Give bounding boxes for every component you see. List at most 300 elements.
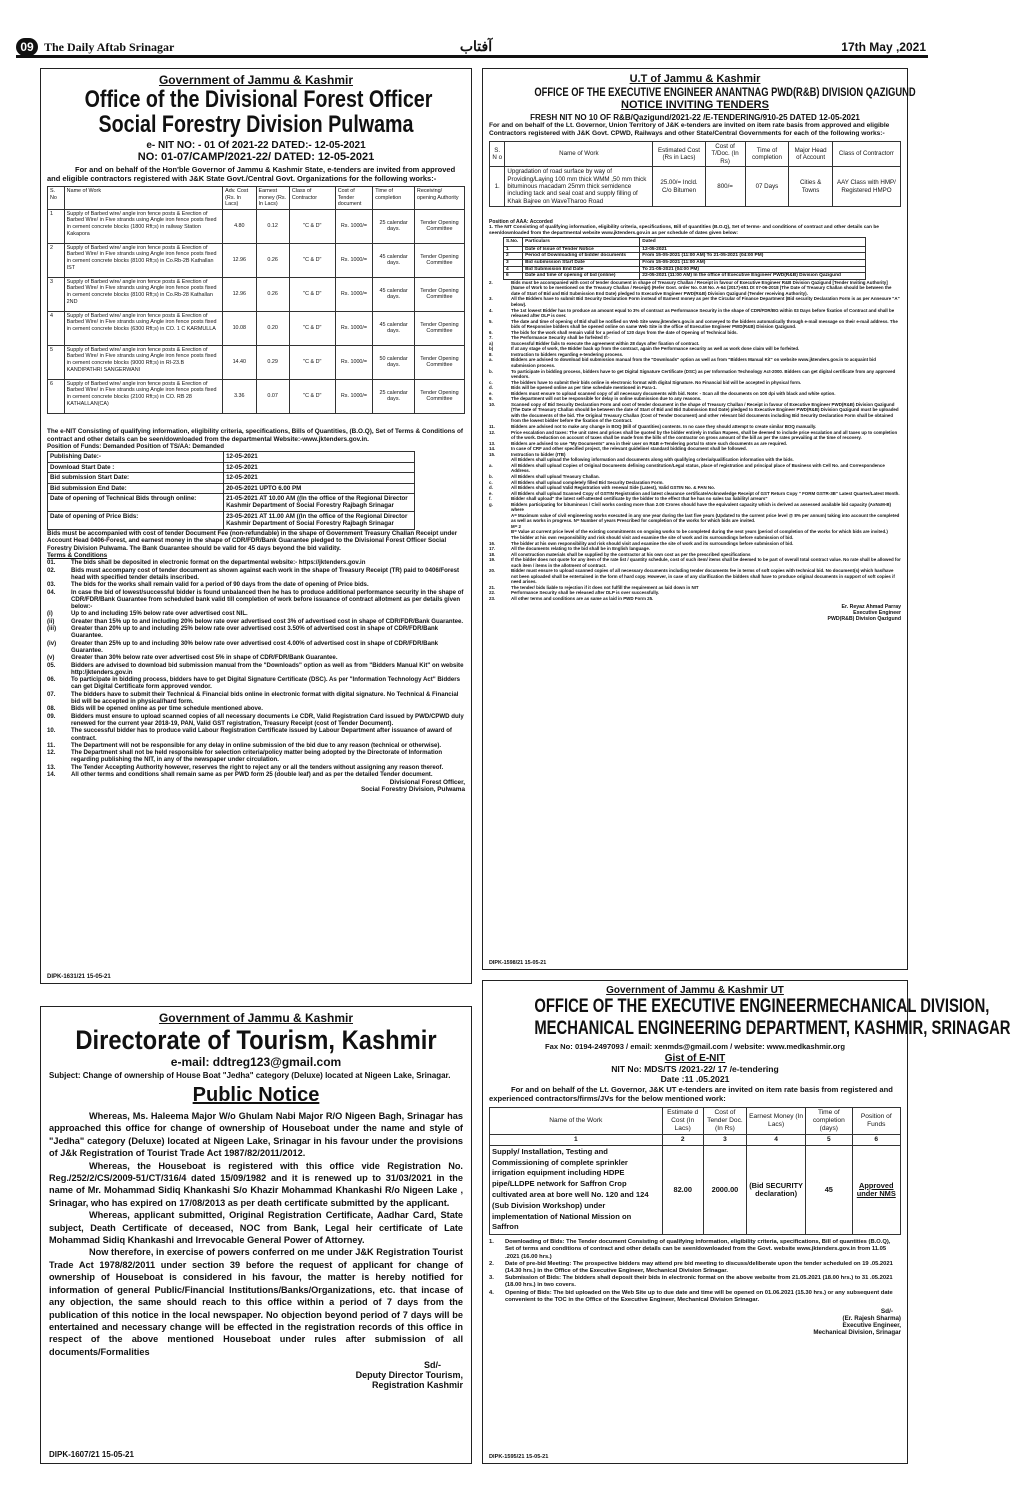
term-text: Bids must be accompanied with cost of tender document in shape of Treasury Challan / Receipt in favour of Executive Engineer R&B Division Qazigund [Tender Inviting Authority] (Name of Work to be mentioned on the Treasury Challan / Receipt) (Refer Govt. order No. 0.M No. A-64 (2017)-651 Dt 07-06-2018 (The Date of Treasury Challan should be between the date of Start of Bid and Bid Submission End Date) pledged to Executive Engineer PWD(R&B) Division Qazigund (Tender receiving Authority). [511,279,892,296]
newspaper-name: The Daily Aftab Srinagar [44,40,175,54]
term-item [47,654,465,661]
funds-position: Position of Funds: Demanded Position of TS/AA: Demanded [47,443,225,451]
term-text: The department will not be responsible for delay in online submission due to any reasons. [511,396,702,402]
enit-details: The e-NIT Consisting of qualifying information, eligibility criteria, specifications, Bills of Quantities, (B.O.Q), Set of Terms & Conditions of contract and other details can be seen/downloaded from the departmental Website:-www.jktenders.gov.in. [47,427,464,443]
table-cell: Rs. 1000/= [335,209,373,243]
schedule-cell: 2 [504,253,523,260]
table-cell: Supply of Barbed wire/ angle iron fence posts & Erection of Barbed Wire/ in Five strands using Angle iron fence posts fixed in cement concrete blocks (1800 Rft;s) in railway Station Kakapora [64,209,222,243]
table-cell: 0.29 [256,345,289,379]
table-header: Estimate d Cost (In Lacs) [662,1107,703,1134]
term-number: (i) [47,610,53,618]
schedule-cell: 3 [504,260,523,267]
table-cell: "C & D" [289,345,335,379]
bid-document-fee: Bids must be accompanied with cost of tender Document Fee (non-refundable) in the shape of Government Treasury Challan Receipt under Account Head 0406-Forest, and earnest money in the shape of CDR/FDR/Bank Guarantee pledged to the Divisional Forest Officer Social Forestry Division Pulwama. The Bank Guarantee should be valid for 45 days beyond the bid validity. [47,529,458,552]
term-number: a. [489,462,493,468]
schedule-cell: Date of Issue of Tender Notice [523,246,640,253]
term-number: 21. [489,584,496,590]
schedule-row [48,494,415,512]
table-cell: Rs. 1000/= [335,345,373,379]
term-text: Up to and including 15% below rate over advertised cost NIL. [71,610,248,618]
term-number: b. [489,368,493,374]
term-text: Instruction to bidders regarding e-tendering process. [511,351,624,357]
term-item [47,713,465,728]
table-header: Cost of T/Doc. (In Rs) [705,142,745,167]
schedule-cell: Bid Submission End Date [523,266,640,273]
term-number: e. [489,490,493,496]
table-cell: 25 calendar days. [373,379,415,413]
term-number: 11. [489,424,495,430]
sd: Sd/- [880,1308,893,1316]
intro-text: For and on behalf of the Lt. Governor, J&K UT e-tenders are invited on item rate basis from registered and experienced contractors/firms/JVs for the below mentioned work: [489,1085,893,1104]
term-item [489,280,901,297]
schedule-row [504,260,866,267]
table-header: Position of Funds [852,1107,900,1134]
term-number: 9. [489,396,493,402]
schedule-cell: 6 [504,273,523,280]
public-notice-heading: Public Notice [192,1084,320,1106]
term-item [47,618,465,625]
column-number: 6 [852,1134,900,1145]
table-header: Name of the Work [490,1107,663,1134]
term-item [489,357,901,368]
signatory-title: Executive Engineer, [842,1322,901,1330]
schedule-header: Dated [640,238,865,247]
masthead [16,38,928,58]
paragraph-3: Whereas, applicant submitted, Original Registration Certificate, Aadhar Card, State subject, Death Certificate of deceased, NOC from Bank, Legal heir certificate of Late Mohammad Sidiq Khankashi and Irrevocable General Power of Attorney. [49,1210,463,1246]
table-header: Earnest Money (In Lacs) [747,1107,806,1134]
term-item [47,727,465,742]
table-row [48,209,465,243]
term-text: M= 2 [511,523,521,529]
schedule-cell: Date of opening of Technical Bids through online: [48,494,224,512]
table-cell: Supply of Barbed wire/ angle iron fence posts & Erection of Barbed Wire/ in Five strands using Angle iron fence posts fixed in cement concrete blocks (8100 Rft;s) in Co.Rb-28 Kathallan 2ND [64,277,222,311]
term-text: Successful Bidder fails to execute the agreement within 28 days after fixation of contract. [511,340,700,346]
table-cell: 1. [490,167,505,207]
term-number: 04. [47,588,56,596]
term-number: g. [489,501,493,507]
table-cell: 14.40 [223,345,256,379]
signatory-office: PWD(R&B) Division Qazigund [827,615,901,622]
schedule-cell: Download Start Date : [48,462,224,472]
signatory-title: Divisional Forest Officer, [389,779,465,787]
dipk-code: DIPK-1631/21 15-05-21 [47,974,111,980]
term-number: 12. [47,749,56,757]
schedule-row [504,246,866,253]
table-header: Time of completion [745,142,789,167]
paragraph-1: Whereas, Ms. Haleema Major W/o Ghulam Nabi Major R/O Nigeen Bagh, Srinagar has approached this office for change of ownership of Houseboat under the name and style of "Jedha" category (Deluxe) located at Nigeen Lake, Srinagar in his favour under the provisions of J&k Registration of Tourist Trade Act 1987/82/2011/2012. [49,1111,463,1159]
table-row [48,277,465,311]
schedule-row [48,483,415,493]
table-header: Cost of Tender Doc. (In Rs) [703,1107,746,1134]
schedule-cell: 20-05-2021 UPTO 6.00 PM [224,483,415,493]
intro-text: For and on behalf of the Lt. Governor, Union Territory of J&K e-tenders are invited on item rate basis from approved and eligible Contractors registered with J&K Govt. CPWD, Railways and other State/Central Governments for each of the following works:- [489,122,890,137]
term-item [47,610,465,617]
note-item [489,1261,901,1275]
table-cell: Rs. 1000/= [335,277,373,311]
column-number: 1 [490,1134,663,1145]
table-cell: 0.26 [256,277,289,311]
term-item [489,296,901,307]
term-text: Bidders are advised to download bid submission manual from the "Downloads" option as well as from "Bidders Manual Kit" on website http:/jktenders.gov.in [71,661,464,676]
term-number: 4. [489,307,493,313]
term-text: The Department will not be responsible for any delay in online submission of the bid due to any reason (technical or otherwise). [71,741,442,749]
term-text: Price escalation and taxes: The unit rates and prices shall be quoted by the bidder entirely in Indian Rupees, shall be deemed to include price escalation and all taxes up to completion of the work. Deduction on account of taxes shall be made from the bills of the contractor on gross amount of the bill as per the rates prevailing at the time of recovery. [511,429,898,441]
note-item [489,1290,901,1304]
page-number: 09 [16,38,38,56]
schedule-cell: Bid submission Start Date: [48,473,224,483]
note-item [489,1275,901,1289]
signatory-office: Registration Kashmir [371,1380,463,1391]
term-text: All construction materials shall be supplied by the contractor at his own cost as per the prescribed specifications [511,551,751,557]
term-text: Bids will be opened online as per time schedule mentioned above. [71,705,263,713]
schedule-cell: Bid submission Start Date [523,260,640,267]
sd: Sd/- [424,1360,441,1371]
term-text: The bidder at his own responsibility and risk should visit and examine the site of work and its surroundings before submission of bid. [511,540,794,546]
issue-date: 17th May ,2021 [841,40,926,54]
term-number: b. [489,473,493,479]
term-number: 8. [489,351,493,357]
term-number [489,513,511,524]
term-number: b) [489,346,494,352]
table-cell: 0.12 [256,209,289,243]
note-text: Downloading of Bids: The Tender document Consisting of qualifying information, eligibility criteria, specifications, Bill of quantities (B.O.Q), Set of terms and conditions of contract and other details can be seen/downloaded from the Govt. website www.jktenders.gov.in from 11.05 .2021 (16.00 hrs.) [505,1239,891,1260]
table-cell: Tender Opening Committee [414,277,464,311]
office-title: OFFICE OF THE EXECUTIVE ENGINEER ANANTNAG PWD(R&B) DIVISION QAZIGUND [534,85,916,99]
table-cell: 1 [48,209,65,243]
table-cell: Tender Opening Committee [414,311,464,345]
table-header: Time of completion (days) [806,1107,852,1134]
contact-line: Fax No: 0194-2497093 / email: xenmds@gmail.com / website: www.medkashmir.org [544,1042,846,1051]
term-item [489,369,901,380]
nit-details: 1. The NIT Consisting of qualifying information, eligibility criteria, specifications, Bill of quantities (B.O.Q), Set of terms- and conditions of contract and other details can be seen/downloaded from the departmental website www.jktenders.gov.in as per schedule of dates given below: [489,225,879,237]
term-text: All the documents relating to the bid shall be in English language. [511,546,651,552]
term-item [489,402,901,424]
term-number: 7. [489,335,493,341]
note-text: Opening of Bids: The bid uploaded on the Web Site up to due date and time will be opened on 01.06.2021 (15.30 hrs.) or any subsequent date convenient to the TOC in the Office of the Executive Engineer, Mechanical Division Srinagar. [505,1289,893,1303]
term-text: Bids will be opened online as per time schedule mentioned in Para-1. [511,385,657,391]
term-item [47,705,465,712]
term-number: 14. [47,771,56,779]
table-header: Name of Work [505,142,653,167]
schedule-cell: Bid submission End Date: [48,483,224,493]
term-number: 18. [489,551,496,557]
terms-heading: Terms & Conditions [47,552,108,560]
gov-heading: Government of Jammu & Kashmir UT [606,985,784,996]
office-title-2: MECHANICAL ENGINEERING DEPARTMENT, KASHMIR, SRINAGAR [534,1018,1011,1039]
notes-list [489,1239,901,1304]
schedule-cell: 22-05-2021 (11:00 AM) In the office of Executive Engineer PWD(R&B) Division Qazigund [640,273,865,280]
term-number: 10. [47,727,56,735]
table-cell: Approved under NMS [852,1145,900,1234]
division-title: Social Forestry Division Pulwama [98,111,414,138]
ut-heading: U.T of Jammu & Kashmir [629,73,761,85]
mechanical-tender-notice [482,980,1011,1464]
nit-heading: NOTICE INVITING TENDERS [621,99,769,111]
table-cell: 10.08 [223,311,256,345]
intro-text: For and on behalf of the Hon'ble Governor of Jammu & Kashmir State, e-tenders are invited from approved and eligible contractors registered with J&K State Govt./Central Govt. Organizations for the following works:- [47,165,456,183]
term-number: c. [489,379,493,385]
term-text: The bidders have to submit their bids online in electronic format with digital Signature. No Financial bid will be accepted in physical form. [511,379,802,385]
schedule-header: Particulars [523,238,640,247]
term-number: 07. [47,690,56,698]
enit-number: e- NIT NO: - 01 Of 2021-22 DATED:- 12-05-2021 [146,140,366,151]
term-item [489,319,901,330]
table-cell: Supply of Barbed wire/ angle iron fence posts & Erection of Barbed Wire/ in Five strands using Angle iron fence posts fixed in cement concrete blocks (9000 Rft;s) in RI-23.B KANDIPATHRI SANGERWANI [64,345,222,379]
paragraph-2: Whereas, the Houseboat is registered with this office vide Registration No. Reg./252/2/CS/2009-51/CT/316/4 dated 15/09/1982 and it is renewed up to 31/03/2021 in the name of Mr. Mohammad Sidiq Khankashi S/o Khazir Mohammad Khankashi R/o Nigeen Lake , Srinagar, who has expired on 17/08/2013 as per death certificate submitted by the applicant. [49,1160,463,1208]
table-cell: 45 calendar days. [373,277,415,311]
table-cell: 4.80 [223,209,256,243]
table-cell: 0.26 [256,243,289,277]
table-header: Adv. Cost (Rs. In Lacs) [223,187,256,210]
term-text: In case of CRF and other specified project, the relevant guideline/ standard bidding document shall be followed. [511,446,747,452]
term-text: Scanned copy of Bid Security Declaration Form and cost of tender document in the shape of Treasury Challan / Receipt in favour of Executive Engineer PWD(R&B) Division Qazigund (The Date of Treasury Challan should be between the date of Start of Bid and Bid Submission End Date) pledged to Executive Engineer PWD(R&B) Division Qazigund must be uploaded with the documents of the bid. The Original Treasury Challan (Cost of Tender Document) and other relevant bid documents including Bid Security Declaration Form shall be obtained from the lowest bidder before the fixation of the Contract. [511,401,899,424]
table-cell: "C & D" [289,311,335,345]
term-text: The bids for the work shall remain valid for a period of 120 days from the date of Opening of Technical bids. [511,329,738,335]
term-item [489,568,901,585]
table-cell: Supply of Barbed wire/ angle iron fence posts & Erection of Barbed Wire/ in Five strands using Angle iron fence posts fixed in cement concrete blocks (2100 Rft;s) in CO. RB 28 KATHALLAN(CA) [64,379,222,413]
term-item [47,559,465,566]
term-number: (iv) [47,639,57,647]
term-number: (v) [47,654,55,662]
term-number: e. [489,390,493,396]
signatory-name: (Er. Rajesh Sharma) [842,1315,901,1323]
nit-number: NO: 01-07/CAMP/2021-22/ DATED: 12-05-2021 [137,151,375,163]
term-text: The successful bidder has to produce valid Labour Registration Certificate issued by Labour Department after issuance of award of contract. [71,727,452,742]
table-header: Major Head of Account [789,142,833,167]
signatory-office: Mechanical Division, Srinagar [813,1329,901,1337]
schedule-cell: 12-05-2021 [224,462,415,472]
table-cell: Supply of Barbed wire/ angle iron fence posts & Erection of Barbed Wire/ in Five strands using Angle iron fence posts fixed in cement concrete blocks (8100 Rft;s) in Co.Rb-2B Kathallan IST [64,243,222,277]
term-number: 5. [489,318,493,324]
schedule-row [504,273,866,280]
term-item [47,640,465,655]
term-number: 10. [489,401,496,407]
term-item [47,676,465,691]
table-row [48,379,465,413]
table-cell: Tender Opening Committee [414,379,464,413]
term-text: All Bidders shall upload Valid Registration with renewal Side (Latest), Valid GSTIN No. & PAN No. [511,485,716,491]
schedule-row [504,253,866,260]
term-number: 16. [489,540,496,546]
table-cell: Upgradation of road surface by way of Providing/Laying 100 mm thick WMM ,50 mm thick bituminous macadam 25mm thick semidence including tack and seal coat and supply filling of Khak Bajree on WaveTharoo Road [505,167,653,207]
table-cell: 800/= [705,167,745,207]
term-number: 19. [489,557,496,563]
column-number: 5 [806,1134,852,1145]
term-number: (iii) [47,625,57,633]
schedule-table [503,237,866,280]
term-number: 13. [489,440,496,446]
term-number: 05. [47,661,56,669]
schedule-cell: Date and time of opening of bid (online) [523,273,640,280]
term-text: To participate in bidding process, bidders have to get Digital Signature Certificate (DSC). As per "Information Technology Act" Bidders can get Digital Certificate form approved vendor. [71,676,461,691]
term-number: 13. [47,763,56,771]
table-cell: 45 [806,1145,852,1234]
term-text: Bidders participating for bituminous / Civil works costing more than 2.00 Crores should have the equivalent capacity which is derived as assessed available bid capacity (AxNxM-B) where [511,501,892,513]
term-item [489,513,901,524]
note-number: 2. [489,1260,494,1267]
table-cell: 45 calendar days. [373,311,415,345]
term-number: 09. [47,712,56,720]
schedule-cell: Publishing Date:- [48,452,224,462]
term-text: All other terms and conditions shall remain same as per PWD form 25 (double leaf) and as per the detailed Tender document. [71,771,433,779]
table-cell: 2000.00 [703,1145,746,1234]
table-cell: AAY Class with HMP/ Registered HMPO [832,167,900,207]
table-header: Name of Work [64,187,222,210]
term-number: 01. [47,559,56,567]
nit-date: Date :11 .05.2021 [660,1074,730,1084]
term-text: The Performance Security shall be forfeited If:- [511,335,610,341]
term-text: In case the bid of lowest/successful bidder is found unbalanced then he has to produce additional performance security in the shape of CDR/FDR/Bank Guarantee from scheduled bank valid till completion of work before issuance of contract allotment as per details given below:- [71,588,464,611]
nit-number: FRESH NIT NO 10 OF R&B/Qazigund/2021-22 /E-TENDERING/910-25 DATED 12-05-2021 [530,113,860,122]
term-item [47,764,465,771]
term-text: B= Value at current price level of the existing commitments on ongoing works to be completed during the next years (period of completion of the works for which bids are invited.) [511,529,888,535]
note-number: 3. [489,1275,494,1282]
terms-list [489,280,901,602]
term-text: The bidders have to submit their Technical & Financial bids online in electronic format with digital signature. No Technical & Financial bid will be accepted in physical/hard form. [71,690,459,706]
term-text: All Bidders shall upload Scanned Copy of GSTIN Registration and latest clearance certificate/Acknowledge Receipt of GST Return Copy " FORM GSTR-3B" Latest Quarter/Latest Month. [511,490,900,496]
term-number: d. [489,385,493,391]
term-text: All other terms and conditions are as same as laid in PWD Form 25. [511,595,654,601]
gist-heading: Gist of E-NIT [664,1053,726,1064]
table-cell: Cities & Towns [789,167,833,207]
term-number: c. [489,479,493,485]
table-cell: 0.20 [256,311,289,345]
work-table [489,141,901,207]
schedule-row [504,266,866,273]
paragraph-4: Now therefore, in exercise of powers conferred on me under J&K Registration Tourist Trade Act 1978/82/2011 under section 39 before the request of applicant for change of ownership of Houseboat is considered in his favour, the matter is hereby notified for information of general Public/Financial Institutions/Banks/Organizations, etc. that incase of any objection, the same should reach to this office within a period of 7 days from the publication of this notice in the local newspaper. No objection beyond period of 7 days will be entertained and necessary change will be effected in the registration records of this office in respect of the above mentioned Houseboat under rules after submission of all documents/Formalities [49,1247,463,1357]
table-cell: 3.36 [223,379,256,413]
term-number: 03. [47,581,56,589]
term-text: A= Maximum value of civil engineering works executed in any one year during the last five years (Updated to the current price level @ 8% per annum) taking into account the completed as well as works in progress. N= Number of years Prescribed for completion of the works for which bids are invited. [511,512,900,524]
nit-number: NIT No: MDS/TS /2021-22/ 17 /e-tendering [611,1064,779,1074]
table-header: Receiving/ opening Authority [414,187,464,210]
note-item [489,1239,901,1261]
schedule-cell: Period of Downloading of bidder documents [523,253,640,260]
term-number: 06. [47,676,56,684]
office-title: Office of the Divisional Forest Officer [84,86,433,113]
table-cell: 45 calendar days. [373,243,415,277]
gov-heading: Government of Jammu & Kashmir [158,1011,354,1025]
term-text: Greater than 15% up to and including 20% below rate over advertised cost 3% of advertised cost in shape of CDR/FDR/Bank Guarantee. [71,617,464,625]
signatory-office: Social Forestry Division, Pulwama [360,786,465,794]
gov-heading: Government of Jammu & Kashmir [158,73,354,87]
term-text: Bidders are advised to use "My Documents" area in their user on R&B e-Tendering portal to store such documents as are required. [511,440,788,446]
table-header: Class of Contractor [289,187,335,210]
term-text: If the bidder does not quote for any item of the rate list / quantity schedule, cost of such item/ items shall be deemed to be part of overall total contract value. No rate shall be allowed for such item / items in the allotment of contract. [511,557,901,568]
table-cell: 25 calendar days. [373,209,415,243]
term-number: 20. [489,568,496,574]
table-cell: 5 [48,345,65,379]
term-item [47,749,465,764]
term-text: If at any stage of work, the Bidder back up from the contract, again the Performance security as well as work done claim will be forfeited. [511,346,800,352]
note-number: 1. [489,1239,494,1246]
term-number: 22. [489,590,496,596]
term-text: All Bidders shall upload Treasury Challan. [511,473,600,479]
column-number: 2 [662,1134,703,1145]
subject: Subject: Change of ownership of House Boat "Jedha" category (Deluxe) located at Nigeen Lake, Srinagar. [49,1071,451,1080]
term-number: d. [489,485,493,491]
term-number: 17. [489,546,496,552]
term-item [47,742,465,749]
schedule-cell: 21-05-2021 AT 10.00 AM ((In the office of the Regional Director Kashmir Department of Social Forestry Rajbagh Srinagar [224,494,415,512]
term-text: All Bidders shall upload the following information and documents along with qualifying criteria/qualification information with the bids. [511,457,794,463]
term-text: Greater than 20% up to and including 25% below rate over advertised cost 3.50% of advertised cost in shape of CDR/FDR/Bank Guarantee. [71,625,439,640]
term-item [489,308,901,319]
term-text: The Department shall not be held responsible for selection criteria/policy matter being adopted by the Directorate of Information regarding publishing the NIT, in any of the newspaper under circulation. [71,749,443,764]
forest-tender-notice [40,68,472,984]
term-text: The 1st lowest Bidder has to produce an amount equal to 3% of contract as Performance Security in the shape of CDR/FDR/BG within 03 Days before fixation of Contract and shall be released after DLP is over. [511,307,895,319]
schedule-cell: 12-05-2021 [224,452,415,462]
office-title-1: OFFICE OF THE EXECUTIVE ENGINEERMECHANICAL DIVISION, [534,996,990,1017]
note-text: Date of pre-bid Meeting: The prospective bidders may attend pre bid meeting to discuss/deliberate upon the tender scheduled on 19 .05.2021 (14.30 hrs.) in the Office of the Executive Engineer, Mechanical Division Srinagar. [505,1260,893,1274]
table-header: S. N o [490,142,505,167]
table-cell: 12.96 [223,277,256,311]
term-item [47,567,465,582]
table-cell: Rs. 1000/= [335,311,373,345]
schedule-cell: 23-05-2021 AT 11.00 AM ((In the office of the Regional Director Kashmir Department of Social Forestry Rajbagh Srinagar [224,511,415,529]
schedule-cell: 1 [504,246,523,253]
term-number: 2. [489,279,493,285]
tourism-public-notice [40,1006,472,1464]
schedule-header: S.No. [504,238,523,247]
table-header: S. No [48,187,65,210]
aaa-position: Position of AAA: Accorded [489,219,553,226]
term-text: Bidder shall upload" the latest self-attested certificate by the bidder to the effect that he has no sales tax liability/ arrears" [511,496,768,502]
term-text: To participate in bidding process, bidders have to get Digital Signature Certificate (DSC) as per Information Technology Act-2000. Bidders can get digital certificate from any approved vendors. [511,368,896,380]
term-text: The date and time of opening of Bid shall be notified on Web Site www.jktenders.gov.in and conveyed to the bidders automatically through e-mail message on their e-mail address. The bids of Responsive bidders shall be opened online on same Web Site in the office of Executive Engineer PWD(R&B) Division Qazigund. [511,318,898,330]
table-cell: 0.07 [256,379,289,413]
term-item [47,589,465,611]
table-cell: Supply/ Installation, Testing and Commissioning of complete sprinkler irrigation equipment including HDPE pipe/LLDPE network for Saffron Crop cultivated area at bore well No. 120 and 124 (Sub Division Workshop) under implementation of National Mission on Saffron [490,1145,663,1234]
term-number: 02. [47,566,56,574]
term-number: f. [489,496,492,502]
term-text: Bidder must ensure to upload scanned copies of all necessary documents including tender documents fee in terms of soft copies with technical bid. No document(s) which has/have not been uploaded shall be entertained in the form of hard copy. However, in case of any clarification the bidders shall have to produce original documents in support of soft copies if need arises. [511,568,895,585]
table-cell: 12.96 [223,243,256,277]
work-table [489,1107,901,1235]
term-text: Bidders must ensure to upload scanned copies of all necessary documents i.e CDR, Valid Registration Card issued by PWD/CPWD duly renewed for the current year 2018-19, PAN, Valid GST registration, Treasury Receipt (cost of Tender Document). [71,712,464,727]
term-item [47,662,465,677]
table-cell: Tender Opening Committee [414,209,464,243]
term-text: The bidder at his own responsibility and risk should visit and examine the site of work and its surroundings before submission of bid. [511,534,794,540]
newspaper-logo: آفتاب [459,38,493,54]
term-text: Instruction to bidder (ITB) [511,451,566,457]
term-item [489,430,901,441]
table-cell: 50 calendar days. [373,345,415,379]
note-text: Submission of Bids: The bidders shall deposit their bids in electronic format on the above website from 21.05.2021 (18.00 hrs.) to 31 .05.2021 (18.00 hrs.) in two covers. [505,1275,893,1289]
term-text: All the Bidders have to submit Bid Security Declaration Form instead of Earnest money as per the Circular of Finance Department (Bid security Declaration Form is as per Annexure "A" below). [511,296,900,307]
schedule-row [48,473,415,483]
signatory-title: Deputy Director Tourism, [355,1370,463,1381]
column-number: 3 [703,1134,746,1145]
email: e-mail: ddtreg123@gmail.com [170,1055,342,1069]
term-text: All Bidders shall upload completely filled Bid Security Declaration Form. [511,479,664,485]
table-cell: 2 [48,243,65,277]
term-text: The bids shall be deposited in electronic format on the departmental website:- https://jktenders.gov.in [71,559,366,567]
term-number: 12. [489,429,496,435]
schedule-cell: From 15-05-2021 (11:00 AM) [640,260,865,267]
term-text: All Bidders shall upload Copies of Original Documents defining constitution/Legal status, place of registration and principal place of Business with Cell No. and Correspondence Address. [511,462,885,474]
note-number: 4. [489,1289,494,1296]
table-cell: 3 [48,277,65,311]
term-number: (ii) [47,617,55,625]
term-text: Bidders are advised not to make any change in BOQ (Bill of Quantities) contents. In no case they should attempt to create similar BOQ manually. [511,424,817,430]
schedule-cell: Date of opening of Price Bids: [48,511,224,529]
table-cell: Tender Opening Committee [414,243,464,277]
term-item [489,502,901,513]
term-item [47,691,465,706]
table-cell: 82.00 [662,1145,703,1234]
table-cell: Rs. 1000/= [335,243,373,277]
